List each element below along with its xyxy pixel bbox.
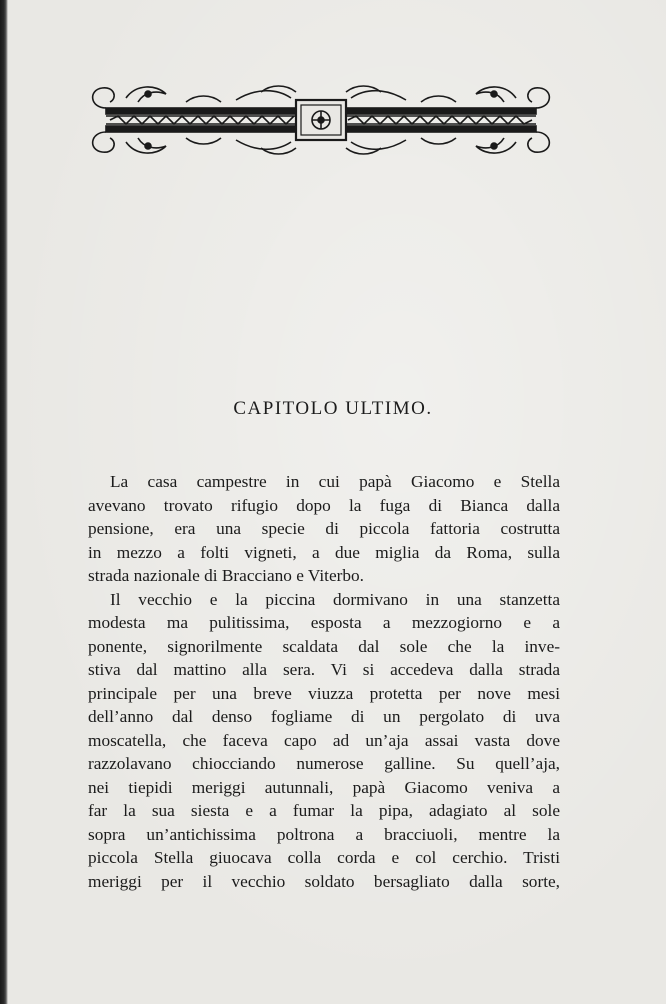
text-line: pensione, era una specie di piccola fattoria costrutta xyxy=(88,519,560,538)
text-line: razzolavano chiocciando numerose galline. Su quell’aja, xyxy=(88,754,560,773)
text-line: moscatella, che faceva capo ad un’aja assai vasta dove xyxy=(88,730,560,750)
text-line: in mezzo a folti vigneti, a due miglia da Roma, sulla xyxy=(88,542,560,562)
chapter-title: CAPITOLO ULTIMO. xyxy=(233,398,433,419)
text-line: sopra un’antichissima poltrona a bracciuoli, mentre la xyxy=(88,824,560,844)
text-line: meriggi per il vecchio soldato bersagliato dalla sorte, xyxy=(88,871,560,891)
page-binding-shadow xyxy=(0,0,8,1004)
text-line: La casa campestre in cui papà Giacomo e Stella xyxy=(110,472,560,491)
decorative-headpiece-ornament xyxy=(86,78,556,162)
text-line: dell’anno dal denso fogliame di un pergolato di uva xyxy=(88,707,560,726)
text-line: strada nazionale di Bracciano e Viterbo. xyxy=(88,566,364,585)
text-line: principale per una breve viuzza protetta per nove mesi xyxy=(88,683,560,703)
text-line: modesta ma pulitissima, esposta a mezzogiorno e a xyxy=(88,613,560,632)
text-line: Il vecchio e la piccina dormivano in una stanzetta xyxy=(110,589,560,609)
text-line: far la sua siesta e a fumar la pipa, adagiato al sole xyxy=(88,801,560,820)
text-line: piccola Stella giuocava colla corda e col cerchio. Tristi xyxy=(88,848,560,867)
chapter-body-text xyxy=(88,470,560,893)
text-line: stiva dal mattino alla sera. Vi si accedeva dalla strada xyxy=(88,660,560,679)
text-line: avevano trovato rifugio dopo la fuga di Bianca dalla xyxy=(88,495,560,515)
text-line: ponente, signorilmente scaldata dal sole che la inve- xyxy=(88,636,560,656)
text-line: nei tiepidi meriggi autunnali, papà Giacomo veniva a xyxy=(88,777,560,797)
